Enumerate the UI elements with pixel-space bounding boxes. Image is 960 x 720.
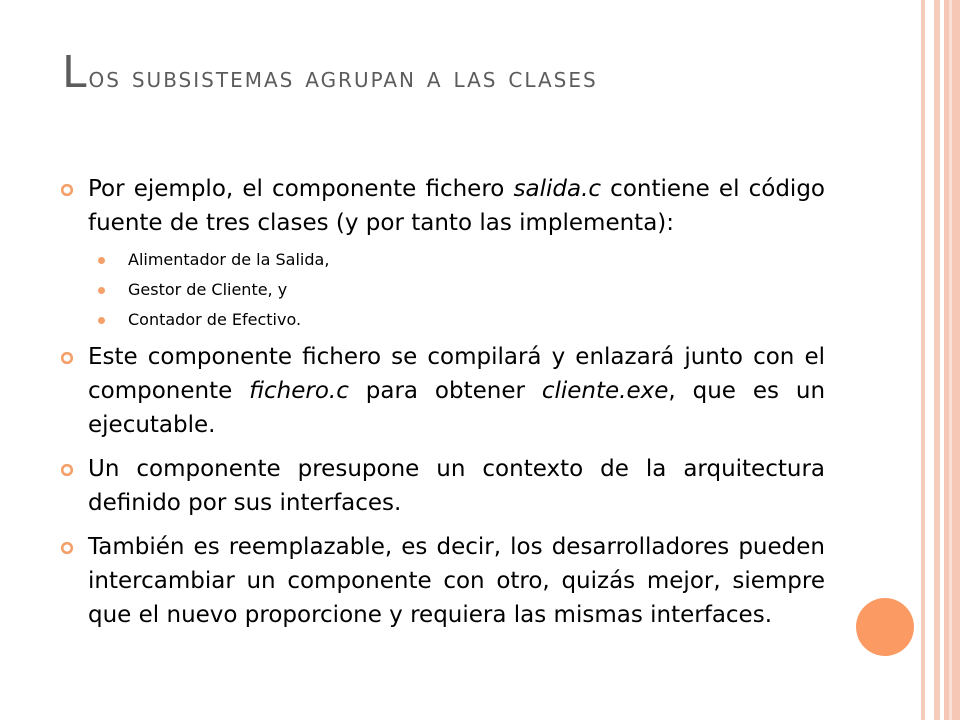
sub-bullet-item: Alimentador de la Salida,: [98, 250, 825, 270]
bullet-text: También es reemplazable, es decir, los desarrolladores pueden intercambiar un componente con otro, quizás mejor, siempre que el nuevo proporcione y requiera las mismas interfaces.: [88, 534, 825, 628]
sub-bullet-item: Contador de Efectivo.: [98, 310, 825, 330]
bullet-text: Este componente fichero se compilará y enlazará junto con el componente: [88, 344, 825, 404]
slide-title: [62, 44, 882, 106]
ring-bullet-icon: [60, 541, 74, 555]
bullet-item: [60, 340, 825, 442]
title-rest: os subsistemas agrupan a las clases: [88, 61, 598, 94]
bullet-item: [60, 452, 825, 520]
bullet-item: [60, 172, 825, 240]
sub-bullet-item: Gestor de Cliente, y: [98, 280, 825, 300]
decor-band: [944, 0, 960, 720]
sub-bullet-list: [60, 250, 825, 330]
decor-band: [925, 0, 934, 720]
bullet-text: fichero.c: [249, 378, 349, 404]
bullet-text: contiene el código fuente de tres clases (y por tanto las implementa):: [88, 176, 825, 236]
ring-bullet-icon: [60, 463, 74, 477]
ring-bullet-icon: [60, 183, 74, 197]
slide-content: [60, 172, 825, 642]
ring-bullet-icon: [60, 351, 74, 365]
bullet-text: para obtener: [348, 378, 542, 404]
orange-circle: [856, 598, 914, 656]
bullet-text: , que es un ejecutable.: [88, 378, 826, 438]
title-initial: L: [62, 47, 89, 98]
bullet-item: [60, 530, 825, 632]
bullet-text: Un componente presupone un contexto de la arquitectura definido por sus interfaces.: [88, 456, 825, 516]
bullet-text: Por ejemplo, el componente fichero: [88, 176, 514, 202]
bullet-text: cliente.exe: [541, 378, 669, 404]
bullet-text: salida.c: [513, 176, 602, 202]
